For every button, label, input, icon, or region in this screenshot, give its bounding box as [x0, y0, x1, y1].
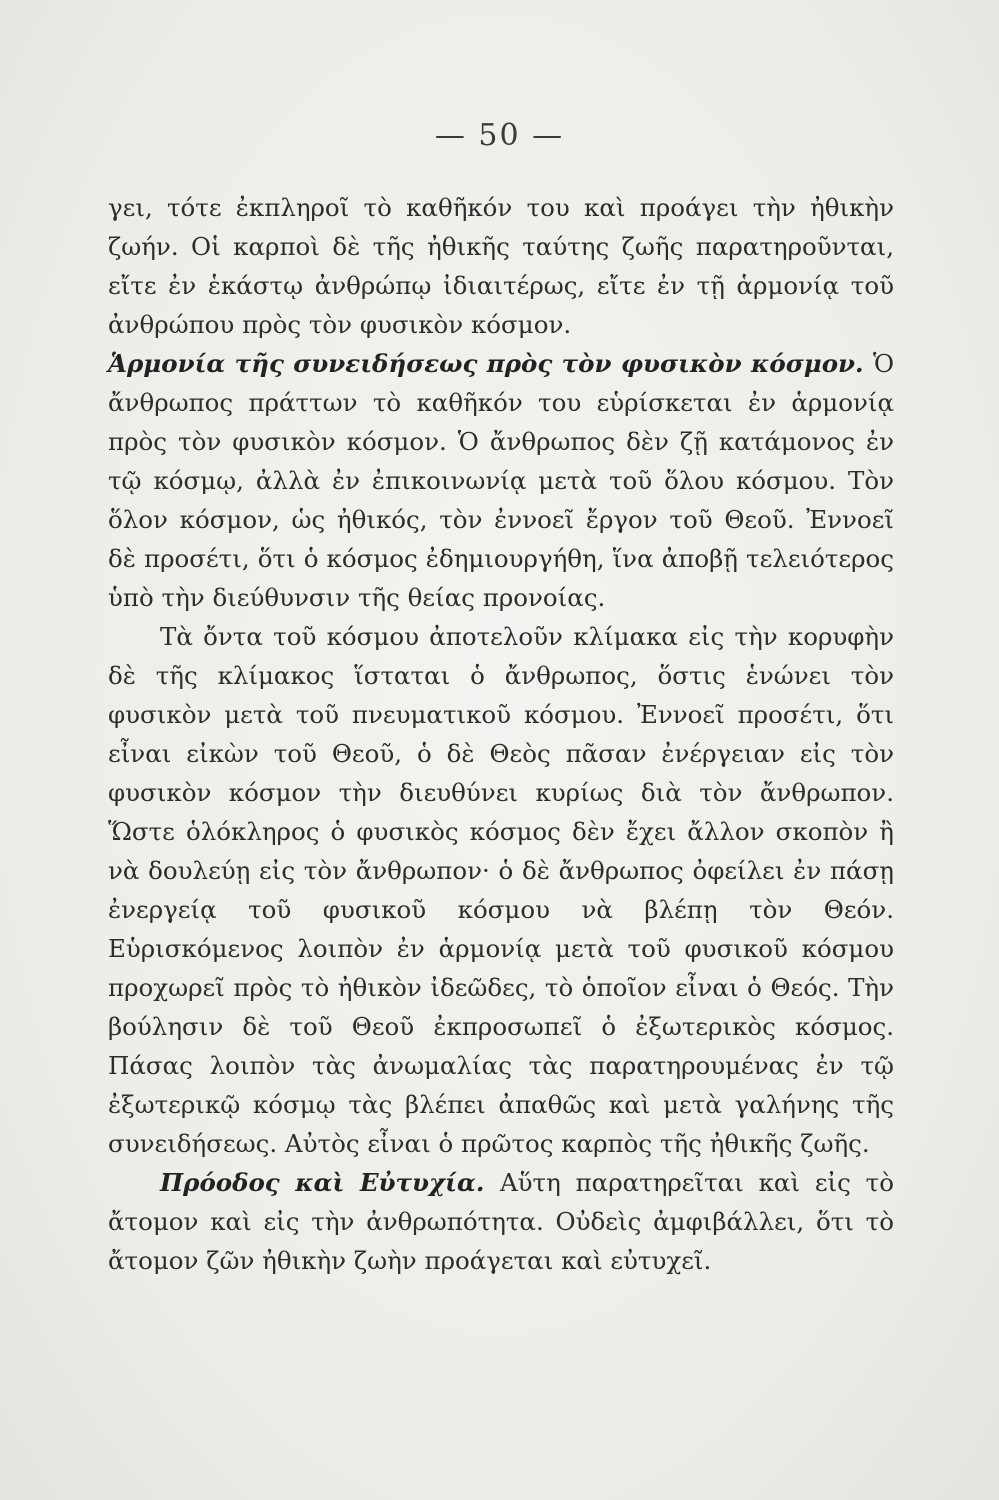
paragraph	[108, 344, 894, 617]
paragraph-text: Ὁ ἄνθρωπος πράττων τὸ καθῆκόν του εὑρίσκεται ἐν ἁρμονίᾳ πρὸς τὸν φυσικὸν κόσμον. Ὁ ἄνθρωπος δὲν ζῇ κατάμονος ἐν τῷ κόσμῳ, ἀλλὰ ἐν ἐπικοινωνίᾳ μετὰ τοῦ ὅλου κόσμου. Τὸν ὅλον κόσμον, ὡς ἠθικός, τὸν ἐννοεῖ ἔργον τοῦ Θεοῦ. Ἐννοεῖ δὲ προσέτι, ὅτι ὁ κόσμος ἐδημιουργήθη, ἵνα ἀποβῇ τελειότερος ὑπὸ τὴν διεύθυνσιν τῆς θείας προνοίας.	[108, 349, 894, 612]
section-heading: Πρόοδος καὶ Εὐτυχία.	[160, 1168, 500, 1197]
paragraph-text: γει, τότε ἐκπληροῖ τὸ καθῆκόν του καὶ προάγει τὴν ἠθικὴν ζωήν. Οἱ καρποὶ δὲ τῆς ἠθικῆς ταύτης ζωῆς παρατηροῦνται, εἴτε ἐν ἑκάστῳ ἀνθρώπῳ ἰδιαιτέρως, εἴτε ἐν τῇ ἁρμονίᾳ τοῦ ἀνθρώπου πρὸς τὸν φυσικὸν κόσμον.	[108, 193, 894, 339]
body-text	[108, 188, 894, 1280]
section-heading: Ἁρμονία τῆς συνειδήσεως πρὸς τὸν φυσικὸν κόσμον.	[108, 349, 873, 378]
paragraph	[108, 188, 894, 344]
paragraph-text: Αὕτη παρατηρεῖται καὶ εἰς τὸ ἄτομον καὶ εἰς τὴν ἀνθρωπότητα. Οὐδεὶς ἀμφιβάλλει, ὅτι τὸ ἄτομον ζῶν ἠθικὴν ζωὴν προάγεται καὶ εὐτυχεῖ.	[108, 1168, 894, 1275]
paragraph	[108, 617, 894, 1163]
page-number: — 50 —	[434, 118, 565, 153]
paragraph	[108, 1163, 894, 1280]
paragraph-text: Τὰ ὄντα τοῦ κόσμου ἀποτελοῦν κλίμακα εἰς τὴν κορυφὴν δὲ τῆς κλίμακος ἵσταται ὁ ἄνθρωπος, ὅστις ἑνώνει τὸν φυσικὸν μετὰ τοῦ πνευματικοῦ κόσμου. Ἐννοεῖ προσέτι, ὅτι εἶναι εἰκὼν τοῦ Θεοῦ, ὁ δὲ Θεὸς πᾶσαν ἐνέργειαν εἰς τὸν φυσικὸν κόσμον τὴν διευθύνει κυρίως διὰ τὸν ἄνθρωπον. Ὥστε ὁλόκληρος ὁ φυσικὸς κόσμος δὲν ἔχει ἄλλον σκοπὸν ἢ νὰ δουλεύῃ εἰς τὸν ἄνθρωπον· ὁ δὲ ἄνθρωπος ὀφείλει ἐν πάσῃ ἐνεργείᾳ τοῦ φυσικοῦ κόσμου νὰ βλέπῃ τὸν Θεόν. Εὑρισκόμενος λοιπὸν ἐν ἁρμονίᾳ μετὰ τοῦ φυσικοῦ κόσμου προχωρεῖ πρὸς τὸ ἠθικὸν ἰδεῶδες, τὸ ὁποῖον εἶναι ὁ Θεός. Τὴν βούλησιν δὲ τοῦ Θεοῦ ἐκπροσωπεῖ ὁ ἐξωτερικὸς κόσμος. Πάσας λοιπὸν τὰς ἀνωμαλίας τὰς παρατηρουμένας ἐν τῷ ἐξωτερικῷ κόσμῳ τὰς βλέπει ἀπαθῶς καὶ μετὰ γαλήνης τῆς συνειδήσεως. Αὐτὸς εἶναι ὁ πρῶτος καρπὸς τῆς ἠθικῆς ζωῆς.	[108, 622, 894, 1158]
